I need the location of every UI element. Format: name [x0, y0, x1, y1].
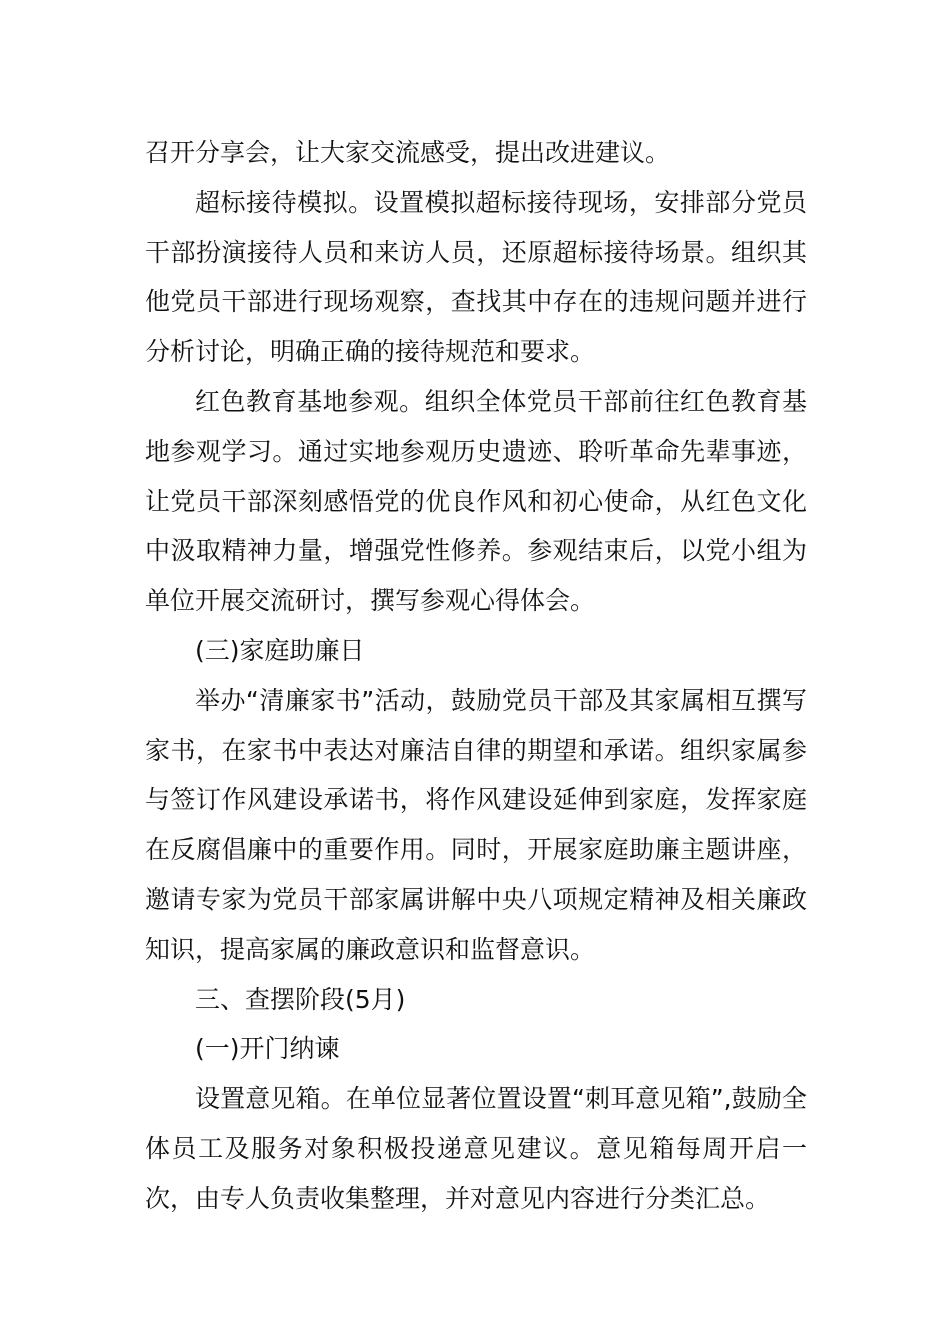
paragraph-family-letters: 举办“清廉家书”活动，鼓励党员干部及其家属相互撰写家书，在家书中表达对廉洁自律的期望和承诺。组织家属参与签订作风建设承诺书，将作风建设延伸到家庭，发挥家庭在反腐倡廉中的重要作用。同时，开展家庭助廉主题讲座，邀请专家为党员干部家属讲解中央八项规定精神及相关廉政知识，提高家属的廉政意识和监督意识。 [145, 685, 807, 964]
heading-review-stage: 三、查摆阶段(5月) [195, 984, 406, 1014]
paragraph-continuation: 召开分享会，让大家交流感受，提出改进建议。 [145, 138, 671, 167]
paragraph-reception-simulation: 超标接待模拟。设置模拟超标接待现场，安排部分党员干部扮演接待人员和来访人员，还原超标接待场景。组织其他党员干部进行现场观察，查找其中存在的违规问题并进行分析讨论，明确正确的接待规范和要求。 [145, 187, 807, 367]
heading-open-suggestions: (一)开门纳谏 [195, 1034, 340, 1064]
paragraph-red-education-visit: 红色教育基地参观。组织全体党员干部前往红色教育基地参观学习。通过实地参观历史遗迹、聆听革命先辈事迹，让党员干部深刻感悟党的优良作风和初心使命，从红色文化中汲取精神力量，增强党性修养。参观结束后，以党小组为单位开展交流研讨，撰写参观心得体会。 [145, 386, 807, 616]
document-body [145, 128, 807, 1224]
paragraph-suggestion-box: 设置意见箱。在单位显著位置设置“刺耳意见箱”,鼓励全体员工及服务对象积极投递意见建议。意见箱每周开启一次，由专人负责收集整理，并对意见内容进行分类汇总。 [145, 1084, 807, 1213]
heading-family-integrity-day: (三)家庭助廉日 [195, 635, 365, 665]
